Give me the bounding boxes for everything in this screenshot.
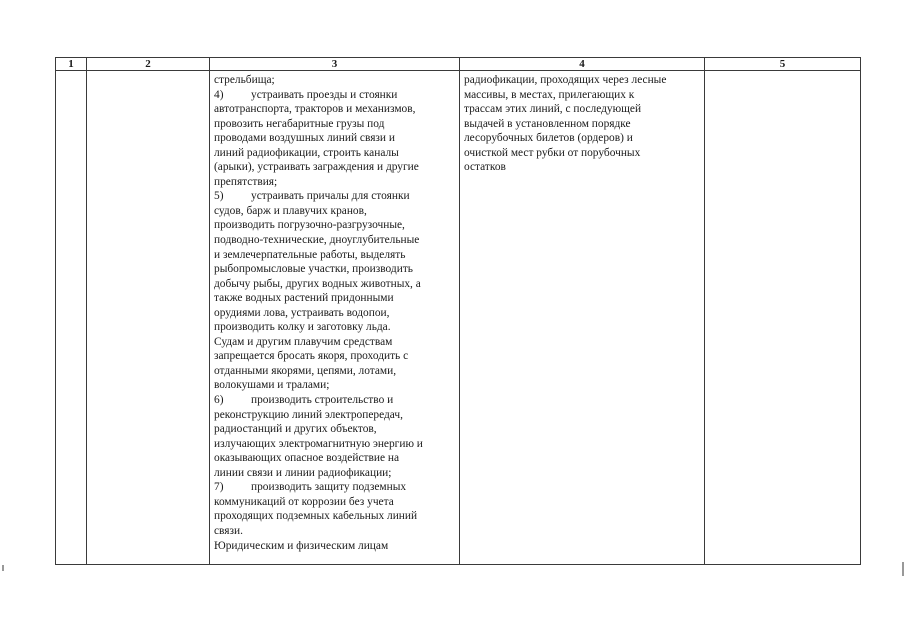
text-line [214,509,456,524]
text-line [464,131,701,146]
item-number: 6) [214,394,224,407]
item-number: 7) [214,481,224,494]
header-col-2: 2 [87,58,210,71]
col4-text [460,71,704,175]
line-text: оказывающих опасное воздействие на [214,452,400,465]
item-number: 5) [214,190,224,203]
line-text: очисткой мест рубки от порубочных [464,146,641,159]
line-text: Судам и другим плавучим средствам [214,335,393,348]
text-line [214,437,456,452]
line-text: лесорубочных билетов (ордеров) и [464,132,633,145]
line-text: устраивать проезды и стоянки [251,88,398,101]
cell-col-1 [56,71,87,565]
text-line [214,146,456,161]
line-text: волокушами и тралами; [214,379,330,392]
cell-col-3 [210,71,460,565]
text-line [464,73,701,88]
text-line [214,117,456,132]
line-text: проводами воздушных линий связи и [214,132,395,145]
table-row [56,71,861,565]
text-line [214,189,456,204]
line-text: автотранспорта, тракторов и механизмов, [214,103,416,116]
line-text: рыбопромысловые участки, производить [214,263,413,276]
line-text: подводно-технические, дноуглубительные [214,234,420,247]
cell-col-2 [87,71,210,565]
line-text: также водных растений придонными [214,292,394,305]
line-text: трассам этих линий, с последующей [464,103,642,116]
line-text: производить строительство и [251,394,394,407]
text-line [214,262,456,277]
text-line [214,131,456,146]
text-line [214,306,456,321]
line-text: орудиями лова, устраивать водопои, [214,306,390,319]
header-col-4: 4 [460,58,705,71]
line-text: линии связи и линии радиофикации; [214,466,392,479]
text-line [214,277,456,292]
line-text: судов, барж и плавучих кранов, [214,204,367,217]
text-line [214,204,456,219]
text-line [214,218,456,233]
text-line [214,248,456,263]
text-line [464,146,701,161]
line-text: препятствия; [214,175,278,188]
cell-col-4 [460,71,705,565]
line-text: отданными якорями, цепями, лотами, [214,364,397,377]
text-line [214,524,456,539]
text-line [214,422,456,437]
header-row [56,58,861,71]
text-line [464,160,701,175]
col3-text [210,71,459,553]
text-line [214,480,456,495]
text-line [214,73,456,88]
text-line [214,451,456,466]
line-text: радиофикации, проходящих через лесные [464,74,667,86]
text-line [214,160,456,175]
line-text: радиостанций и других объектов, [214,423,377,436]
line-text: (арыки), устраивать заграждения и другие [214,161,419,174]
line-text: проходящих подземных кабельных линий [214,510,418,523]
line-text: запрещается бросать якоря, проходить с [214,350,409,363]
text-line [214,393,456,408]
table-header [56,58,861,71]
line-text: добычу рыбы, других водных животных, а [214,277,421,290]
header-col-3: 3 [210,58,460,71]
text-line [214,102,456,117]
text-line [214,335,456,350]
text-line [214,233,456,248]
line-text: устраивать причалы для стоянки [251,190,410,203]
header-col-5: 5 [705,58,861,71]
line-text: излучающих электромагнитную энергию и [214,437,423,450]
text-line [214,175,456,190]
text-line [214,364,456,379]
line-text: коммуникаций от коррозии без учета [214,495,394,508]
scan-margin-mark-left [2,565,4,571]
line-text: линий радиофикации, строить каналы [214,146,399,159]
text-line [214,408,456,423]
line-text: производить защиту подземных [251,481,407,494]
line-text: провозить негабаритные грузы под [214,117,385,130]
header-col-1: 1 [56,58,87,71]
text-line [214,320,456,335]
cell-col-5 [705,71,861,565]
text-line [464,88,701,103]
line-text: выдачей в установленном порядке [464,117,631,130]
text-line [214,466,456,481]
line-text: реконструкцию линий электропередач, [214,408,403,421]
text-line [214,495,456,510]
text-line [214,88,456,103]
line-text: стрельбища; [214,74,275,86]
line-text: связи. [214,524,243,537]
line-text: производить погрузочно-разгрузочные, [214,219,405,232]
document-table [55,57,861,565]
text-line [464,117,701,132]
item-number: 4) [214,88,224,101]
line-text: массивы, в местах, прилегающих к [464,88,635,101]
line-text: производить колку и заготовку льда. [214,321,391,334]
text-line [214,349,456,364]
line-text: и землечерпательные работы, выделять [214,248,406,261]
scan-margin-mark-right [902,562,904,576]
text-line [464,102,701,117]
text-line [214,291,456,306]
line-text: остатков [464,161,506,174]
text-line [214,378,456,393]
text-line [214,539,456,554]
line-text: Юридическим и физическим лицам [214,539,389,552]
